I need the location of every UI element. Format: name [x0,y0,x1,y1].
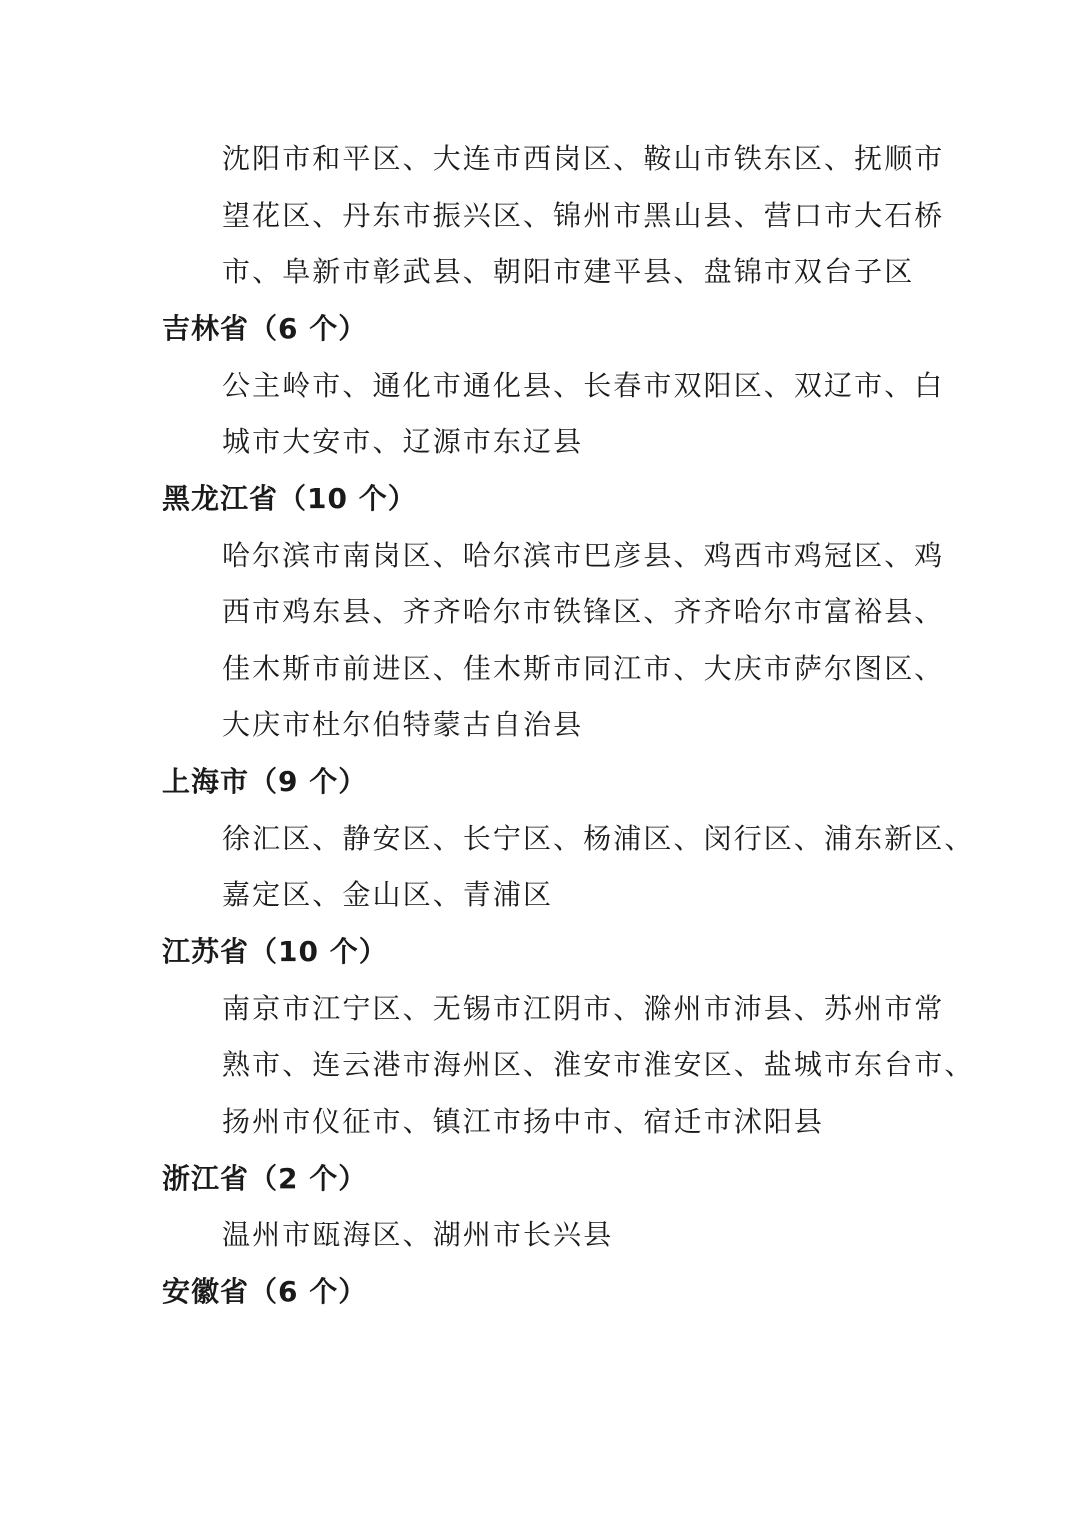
heilongjiang-list-line-1: 哈尔滨市南岗区、哈尔滨市巴彦县、鸡西市鸡冠区、鸡 [222,539,945,572]
heilongjiang-list-line-3: 佳木斯市前进区、佳木斯市同江市、大庆市萨尔图区、 [222,652,945,685]
section-heading-anhui: 安徽省（6 个） [162,1275,368,1308]
section-heading-zhejiang: 浙江省（2 个） [162,1162,368,1195]
liaoning-list-line-3: 市、阜新市彰武县、朝阳市建平县、盘锦市双台子区 [222,255,915,288]
section-heading-shanghai: 上海市（9 个） [162,765,368,798]
liaoning-list-line-1: 沈阳市和平区、大连市西岗区、鞍山市铁东区、抚顺市 [222,142,945,175]
heilongjiang-list-line-4: 大庆市杜尔伯特蒙古自治县 [222,708,584,741]
jiangsu-list-line-1: 南京市江宁区、无锡市江阴市、滁州市沛县、苏州市常 [222,992,945,1025]
jilin-list-line-2: 城市大安市、辽源市东辽县 [222,425,584,458]
zhejiang-list-line-1: 温州市瓯海区、湖州市长兴县 [222,1218,614,1251]
shanghai-list-line-2: 嘉定区、金山区、青浦区 [222,878,554,911]
liaoning-list-line-2: 望花区、丹东市振兴区、锦州市黑山县、营口市大石桥 [222,199,945,232]
jiangsu-list-line-3: 扬州市仪征市、镇江市扬中市、宿迁市沭阳县 [222,1105,825,1138]
jilin-list-line-1: 公主岭市、通化市通化县、长春市双阳区、双辽市、白 [222,369,945,402]
shanghai-list-line-1: 徐汇区、静安区、长宁区、杨浦区、闵行区、浦东新区、 [222,822,975,855]
jiangsu-list-line-2: 熟市、连云港市海州区、淮安市淮安区、盐城市东台市、 [222,1048,975,1081]
section-heading-jiangsu: 江苏省（10 个） [162,935,388,968]
section-heading-jilin: 吉林省（6 个） [162,312,368,345]
section-heading-heilongjiang: 黑龙江省（10 个） [162,482,417,515]
heilongjiang-list-line-2: 西市鸡东县、齐齐哈尔市铁锋区、齐齐哈尔市富裕县、 [222,595,945,628]
